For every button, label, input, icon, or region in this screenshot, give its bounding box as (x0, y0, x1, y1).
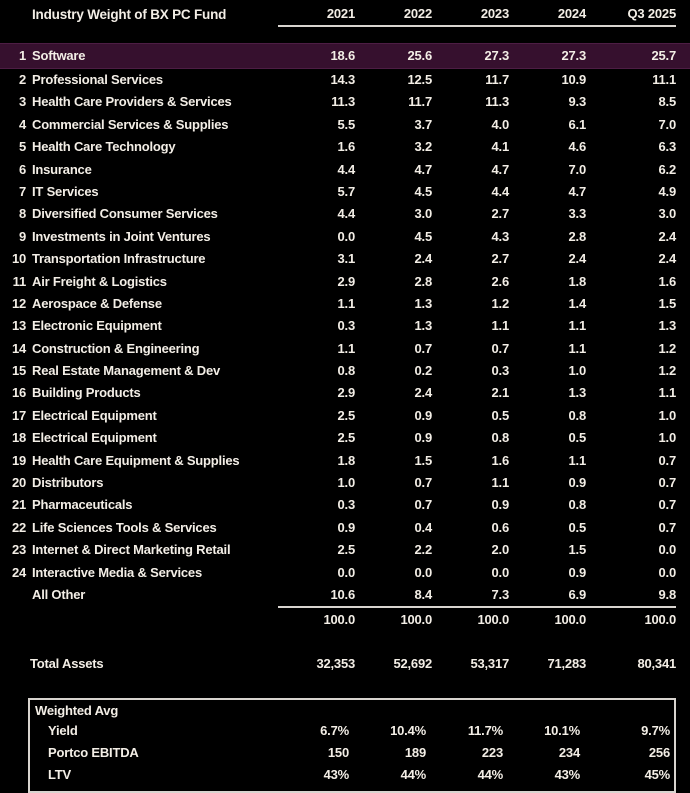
value-cell: 0.7 (658, 452, 676, 468)
row-label: Real Estate Management & Dev (32, 363, 221, 379)
metric-value: 150 (327, 745, 349, 761)
row-number: 1 (18, 48, 26, 63)
value-cell: 0.6 (491, 519, 509, 535)
value-cell: 12.5 (407, 72, 432, 87)
table-row[interactable] (0, 315, 690, 337)
table-row[interactable] (0, 450, 690, 472)
total-value: 100.0 (554, 612, 586, 628)
total-weight-values (278, 606, 676, 631)
row-label: Building Products (32, 385, 141, 401)
metric-value: 43% (323, 766, 349, 782)
column-header-2021: 2021 (326, 6, 355, 21)
column-header-q3-2025: Q3 2025 (627, 6, 676, 21)
row-values (278, 472, 676, 494)
weighted-avg-title: Weighted Avg (35, 703, 119, 719)
value-cell: 6.1 (568, 116, 586, 132)
table-row[interactable] (0, 226, 690, 248)
row-label: Electrical Equipment (32, 407, 157, 423)
table-row[interactable] (0, 203, 690, 225)
row-number: 20 (11, 475, 26, 491)
table-row[interactable] (0, 562, 690, 584)
value-cell: 0.8 (337, 363, 355, 379)
metric-value: 44% (477, 766, 503, 782)
value-cell: 1.5 (414, 452, 432, 468)
column-header-2024: 2024 (557, 6, 586, 21)
value-cell: 2.4 (568, 251, 586, 267)
value-cell: 25.7 (651, 48, 676, 63)
value-cell: 2.4 (658, 251, 676, 267)
table-row[interactable] (0, 382, 690, 404)
row-number: 4 (18, 116, 26, 132)
value-cell: 0.0 (337, 564, 355, 580)
total-assets-label: Total Assets (30, 656, 104, 672)
row-label: All Other (32, 586, 86, 602)
row-label: Construction & Engineering (32, 340, 200, 356)
column-header-2023: 2023 (480, 6, 509, 21)
row-number: 14 (11, 340, 26, 356)
row-values (278, 517, 676, 539)
value-cell: 0.7 (414, 475, 432, 491)
row-values (278, 338, 676, 360)
value-cell: 2.7 (491, 206, 509, 222)
metric-label: LTV (48, 766, 71, 782)
row-label: Life Sciences Tools & Services (32, 519, 217, 535)
row-number: 8 (18, 206, 26, 222)
table-row[interactable] (0, 472, 690, 494)
value-cell: 3.2 (414, 139, 432, 155)
row-label: Commercial Services & Supplies (32, 116, 229, 132)
value-cell: 1.0 (658, 407, 676, 423)
row-values (278, 226, 676, 248)
value-cell: 0.5 (568, 430, 586, 446)
row-label: Health Care Equipment & Supplies (32, 452, 240, 468)
row-label: Pharmaceuticals (32, 497, 133, 513)
value-cell: 1.1 (337, 295, 355, 311)
row-values (278, 539, 676, 561)
total-value: 100.0 (644, 612, 676, 628)
value-cell: 2.5 (337, 430, 355, 446)
value-cell: 9.3 (568, 94, 586, 110)
metric-value: 10.1% (544, 723, 580, 739)
row-values (278, 562, 676, 584)
row-number: 24 (11, 564, 26, 580)
value-cell: 11.7 (485, 72, 509, 87)
row-values (278, 91, 676, 113)
value-cell: 1.0 (337, 475, 355, 491)
metric-value: 10.4% (390, 723, 426, 739)
row-number: 5 (18, 139, 26, 155)
row-number: 15 (11, 363, 26, 379)
value-cell: 0.0 (491, 564, 509, 580)
row-values (278, 427, 676, 449)
value-cell: 0.7 (658, 497, 676, 513)
value-cell: 0.7 (491, 340, 509, 356)
row-label: Electronic Equipment (32, 318, 162, 334)
table-row[interactable] (0, 584, 690, 606)
row-values (278, 159, 676, 181)
value-cell: 1.6 (337, 139, 355, 155)
table-row[interactable] (0, 114, 690, 136)
year-column-headers (278, 3, 676, 27)
table-row[interactable] (0, 517, 690, 539)
row-number: 2 (18, 72, 26, 87)
row-values (278, 360, 676, 382)
total-assets-row (0, 652, 690, 675)
row-number: 13 (11, 318, 26, 334)
table-header (0, 3, 690, 27)
row-values (278, 382, 676, 404)
value-cell: 1.0 (658, 430, 676, 446)
row-values (278, 43, 676, 69)
value-cell: 0.9 (568, 475, 586, 491)
table-row[interactable] (0, 248, 690, 270)
value-cell: 5.7 (337, 183, 355, 199)
metric-value: 44% (400, 766, 426, 782)
value-cell: 7.3 (491, 586, 509, 602)
value-cell: 2.4 (658, 228, 676, 244)
row-label: Distributors (32, 475, 104, 491)
total-assets-value: 52,692 (393, 656, 432, 672)
value-cell: 0.9 (337, 519, 355, 535)
weighted-avg-row (30, 764, 674, 786)
industry-weight-table (0, 3, 690, 791)
metric-value: 223 (481, 745, 503, 761)
value-cell: 0.0 (658, 542, 676, 558)
value-cell: 1.8 (337, 452, 355, 468)
row-number: 7 (18, 183, 26, 199)
value-cell: 0.8 (568, 497, 586, 513)
row-number: 6 (18, 161, 26, 177)
value-cell: 1.4 (568, 295, 586, 311)
row-values (278, 450, 676, 472)
row-label: Investments in Joint Ventures (32, 228, 211, 244)
metric-values (272, 742, 670, 764)
metric-label: Portco EBITDA (48, 745, 139, 761)
value-cell: 0.0 (414, 564, 432, 580)
row-number: 22 (11, 519, 26, 535)
value-cell: 18.6 (330, 48, 355, 63)
value-cell: 0.0 (658, 564, 676, 580)
row-values (278, 271, 676, 293)
metric-value: 9.7% (641, 723, 670, 739)
metric-value: 6.7% (320, 723, 349, 739)
table-row[interactable] (0, 405, 690, 427)
value-cell: 10.6 (330, 586, 355, 602)
total-weight-row (0, 606, 690, 631)
value-cell: 6.3 (658, 139, 676, 155)
row-label: Professional Services (32, 72, 163, 87)
value-cell: 0.7 (658, 519, 676, 535)
value-cell: 2.2 (414, 542, 432, 558)
value-cell: 2.7 (491, 251, 509, 267)
value-cell: 4.4 (337, 206, 355, 222)
table-row[interactable] (0, 91, 690, 113)
row-values (278, 248, 676, 270)
value-cell: 2.4 (414, 251, 432, 267)
value-cell: 1.1 (568, 318, 586, 334)
value-cell: 2.1 (491, 385, 509, 401)
value-cell: 3.0 (414, 206, 432, 222)
row-number: 10 (11, 251, 26, 267)
value-cell: 2.0 (491, 542, 509, 558)
table-row[interactable] (0, 43, 690, 69)
row-label: Diversified Consumer Services (32, 206, 218, 222)
row-values (278, 136, 676, 158)
value-cell: 2.4 (414, 385, 432, 401)
value-cell: 0.4 (414, 519, 432, 535)
total-value: 100.0 (400, 612, 432, 628)
table-row[interactable] (0, 69, 690, 91)
value-cell: 1.1 (491, 318, 509, 334)
value-cell: 11.3 (331, 94, 355, 110)
value-cell: 1.2 (658, 363, 676, 379)
metric-values (272, 720, 670, 742)
value-cell: 1.6 (658, 273, 676, 289)
table-row[interactable] (0, 539, 690, 561)
value-cell: 1.3 (568, 385, 586, 401)
value-cell: 1.1 (568, 452, 586, 468)
value-cell: 0.7 (414, 340, 432, 356)
value-cell: 1.6 (491, 452, 509, 468)
value-cell: 0.3 (491, 363, 509, 379)
table-row[interactable] (0, 427, 690, 449)
table-row[interactable] (0, 338, 690, 360)
value-cell: 4.3 (491, 228, 509, 244)
value-cell: 4.4 (337, 161, 355, 177)
metric-value: 11.7% (467, 723, 503, 739)
value-cell: 0.3 (337, 497, 355, 513)
metric-value: 234 (558, 745, 580, 761)
row-values (278, 203, 676, 225)
value-cell: 4.7 (491, 161, 509, 177)
value-cell: 2.9 (337, 273, 355, 289)
metric-value: 45% (644, 766, 670, 782)
value-cell: 11.7 (408, 94, 432, 110)
total-value: 100.0 (477, 612, 509, 628)
value-cell: 2.6 (491, 273, 509, 289)
value-cell: 0.3 (337, 318, 355, 334)
metric-value: 43% (554, 766, 580, 782)
value-cell: 7.0 (568, 161, 586, 177)
weighted-avg-row (30, 720, 674, 742)
value-cell: 3.1 (337, 251, 355, 267)
row-values (278, 69, 676, 91)
value-cell: 0.9 (414, 430, 432, 446)
row-label: IT Services (32, 183, 99, 199)
value-cell: 0.9 (568, 564, 586, 580)
row-label: Transportation Infrastructure (32, 251, 206, 267)
total-assets-value: 32,353 (316, 656, 355, 672)
metric-label: Yield (48, 723, 78, 739)
row-number: 18 (11, 430, 26, 446)
value-cell: 11.1 (652, 72, 676, 87)
value-cell: 1.1 (491, 475, 509, 491)
table-title: Industry Weight of BX PC Fund (32, 7, 227, 22)
row-number: 3 (18, 94, 26, 110)
value-cell: 2.5 (337, 407, 355, 423)
industry-rows (0, 43, 690, 606)
value-cell: 1.0 (568, 363, 586, 379)
row-label: Interactive Media & Services (32, 564, 202, 580)
total-value: 100.0 (323, 612, 355, 628)
table-row[interactable] (0, 360, 690, 382)
row-label: Internet & Direct Marketing Retail (32, 542, 231, 558)
value-cell: 4.7 (568, 183, 586, 199)
value-cell: 1.1 (568, 340, 586, 356)
row-number: 23 (11, 542, 26, 558)
value-cell: 1.2 (658, 340, 676, 356)
value-cell: 1.3 (414, 318, 432, 334)
row-label: Electrical Equipment (32, 430, 157, 446)
row-label: Insurance (32, 161, 92, 177)
value-cell: 0.9 (414, 407, 432, 423)
value-cell: 25.6 (407, 48, 432, 63)
metric-values (272, 764, 670, 786)
table-row[interactable] (0, 271, 690, 293)
value-cell: 0.7 (414, 497, 432, 513)
value-cell: 3.7 (414, 116, 432, 132)
value-cell: 4.4 (491, 183, 509, 199)
row-values (278, 181, 676, 203)
weighted-avg-rows (30, 720, 674, 785)
value-cell: 1.8 (568, 273, 586, 289)
total-assets-values (278, 652, 676, 675)
value-cell: 6.9 (568, 586, 586, 602)
row-number: 16 (11, 385, 26, 401)
value-cell: 4.1 (491, 139, 509, 155)
value-cell: 27.3 (484, 48, 509, 63)
row-number: 12 (11, 295, 26, 311)
row-values (278, 494, 676, 516)
table-row[interactable] (0, 181, 690, 203)
value-cell: 0.7 (658, 475, 676, 491)
value-cell: 4.6 (568, 139, 586, 155)
table-row[interactable] (0, 136, 690, 158)
value-cell: 0.9 (491, 497, 509, 513)
row-values (278, 405, 676, 427)
value-cell: 2.8 (568, 228, 586, 244)
weighted-avg-box (28, 698, 676, 793)
table-row[interactable] (0, 159, 690, 181)
value-cell: 10.9 (561, 72, 586, 87)
value-cell: 11.3 (485, 94, 509, 110)
row-label: Air Freight & Logistics (32, 273, 167, 289)
value-cell: 2.9 (337, 385, 355, 401)
value-cell: 3.0 (658, 206, 676, 222)
value-cell: 1.3 (414, 295, 432, 311)
value-cell: 0.5 (568, 519, 586, 535)
total-assets-value: 80,341 (637, 656, 676, 672)
value-cell: 1.1 (337, 340, 355, 356)
metric-value: 189 (404, 745, 426, 761)
row-values (278, 114, 676, 136)
row-values (278, 315, 676, 337)
row-number: 19 (11, 452, 26, 468)
value-cell: 1.2 (491, 295, 509, 311)
row-number: 11 (12, 273, 26, 289)
value-cell: 6.2 (658, 161, 676, 177)
row-label: Aerospace & Defense (32, 295, 162, 311)
value-cell: 1.3 (658, 318, 676, 334)
row-label: Health Care Providers & Services (32, 94, 232, 110)
row-values (278, 584, 676, 606)
total-assets-value: 53,317 (470, 656, 509, 672)
value-cell: 8.5 (658, 94, 676, 110)
table-row[interactable] (0, 494, 690, 516)
value-cell: 4.7 (414, 161, 432, 177)
value-cell: 9.8 (658, 586, 676, 602)
value-cell: 4.9 (658, 183, 676, 199)
value-cell: 5.5 (337, 116, 355, 132)
row-label: Software (32, 48, 86, 63)
value-cell: 7.0 (658, 116, 676, 132)
column-header-2022: 2022 (403, 6, 432, 21)
row-label: Health Care Technology (32, 139, 176, 155)
value-cell: 0.5 (491, 407, 509, 423)
row-number: 9 (18, 228, 26, 244)
value-cell: 4.5 (414, 183, 432, 199)
weighted-avg-row (30, 742, 674, 764)
value-cell: 27.3 (561, 48, 586, 63)
row-number: 17 (11, 407, 26, 423)
metric-value: 256 (648, 745, 670, 761)
value-cell: 3.3 (568, 206, 586, 222)
table-row[interactable] (0, 293, 690, 315)
value-cell: 4.0 (491, 116, 509, 132)
row-values (278, 293, 676, 315)
value-cell: 1.1 (658, 385, 676, 401)
value-cell: 2.5 (337, 542, 355, 558)
value-cell: 4.5 (414, 228, 432, 244)
value-cell: 1.5 (658, 295, 676, 311)
value-cell: 1.5 (568, 542, 586, 558)
row-number: 21 (11, 497, 26, 513)
value-cell: 2.8 (414, 273, 432, 289)
value-cell: 0.2 (414, 363, 432, 379)
value-cell: 8.4 (414, 586, 432, 602)
value-cell: 0.8 (491, 430, 509, 446)
value-cell: 0.8 (568, 407, 586, 423)
value-cell: 14.3 (330, 72, 355, 87)
total-assets-value: 71,283 (547, 656, 586, 672)
value-cell: 0.0 (337, 228, 355, 244)
